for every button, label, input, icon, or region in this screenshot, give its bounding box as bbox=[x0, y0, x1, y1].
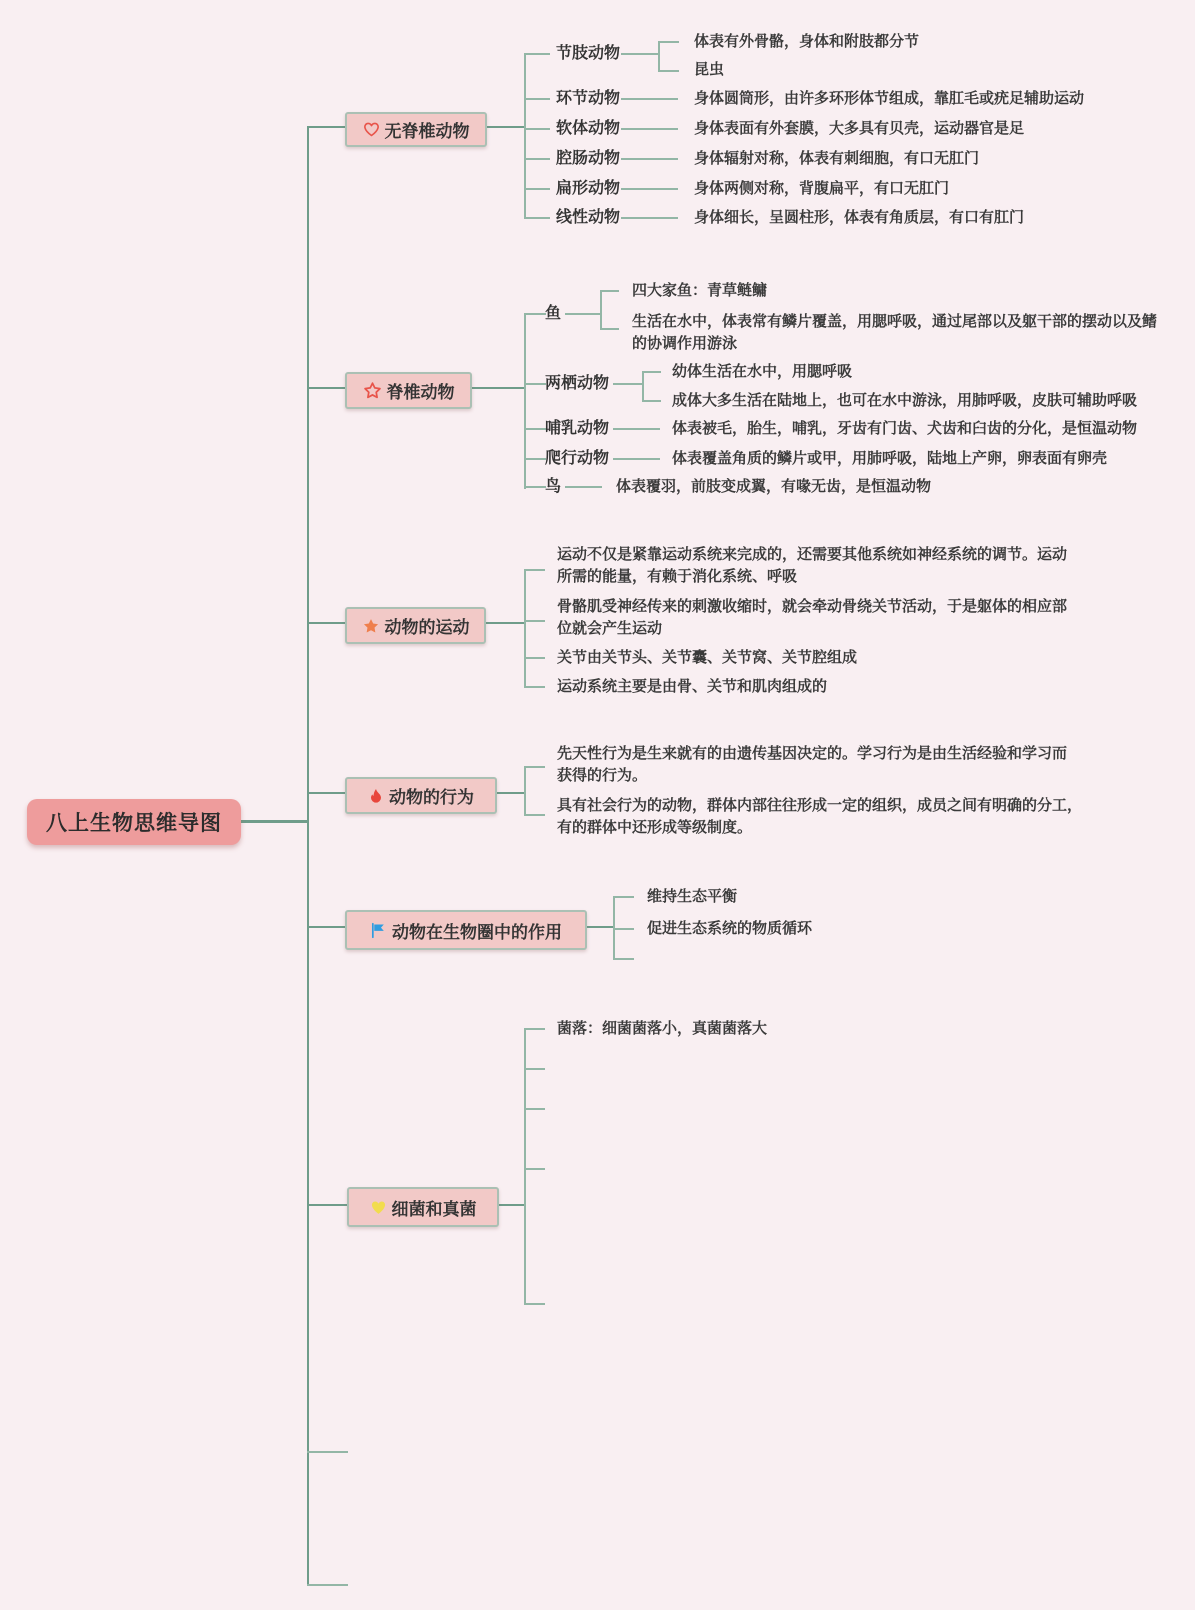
branch-connector bbox=[307, 1204, 347, 1206]
leaf-connector bbox=[658, 41, 679, 43]
leaf-bracket-line bbox=[642, 371, 644, 402]
leaf-connector bbox=[613, 428, 660, 430]
empty-branch-stub bbox=[307, 1584, 348, 1586]
flag-icon bbox=[370, 922, 387, 939]
leaf-connector bbox=[658, 70, 679, 72]
leaf-text[interactable]: 关节由关节头、关节囊、关节窝、关节腔组成 bbox=[557, 649, 858, 666]
leaf-text[interactable]: 身体表面有外套膜，大多具有贝壳，运动器官是足 bbox=[694, 120, 1025, 137]
star-filled-icon bbox=[362, 617, 380, 635]
leaf-connector bbox=[642, 371, 661, 373]
leaf-connector bbox=[600, 290, 619, 292]
leaf-connector bbox=[621, 217, 678, 219]
child-connector bbox=[524, 486, 546, 488]
branch-connector bbox=[307, 622, 345, 624]
child-spine-line bbox=[524, 53, 526, 219]
child-connector bbox=[524, 158, 550, 160]
leaf-connector bbox=[621, 158, 678, 160]
child-node-label[interactable]: 爬行动物 bbox=[545, 450, 610, 467]
leaf-text[interactable]: 身体两侧对称，背腹扁平，有口无肛门 bbox=[694, 180, 950, 197]
leaf-connector bbox=[621, 128, 678, 130]
leaf-connector bbox=[621, 53, 659, 55]
leaf-text[interactable]: 身体辐射对称，体表有刺细胞，有口无肛门 bbox=[694, 150, 980, 167]
branch-node-animal-behavior[interactable] bbox=[345, 777, 497, 814]
child-node-label[interactable]: 扁形动物 bbox=[556, 180, 621, 197]
leaf-connector bbox=[642, 400, 661, 402]
branch-node-role-in-biosphere[interactable] bbox=[345, 910, 587, 950]
child-connector bbox=[524, 128, 550, 130]
branch-label: 无脊椎动物 bbox=[384, 122, 470, 141]
child-connector bbox=[524, 428, 546, 430]
leaf-text[interactable]: 菌落：细菌菌落小，真菌菌落大 bbox=[557, 1020, 768, 1037]
child-node-label[interactable]: 软体动物 bbox=[556, 120, 621, 137]
empty-branch-stub bbox=[524, 1303, 545, 1305]
child-connector bbox=[524, 686, 545, 688]
branch-node-vertebrates[interactable] bbox=[345, 372, 472, 409]
leaf-text[interactable]: 体表有外骨骼，身体和附肢都分节 bbox=[694, 33, 920, 50]
root-label: 八上生物思维导图 bbox=[46, 812, 222, 835]
empty-branch-stub bbox=[307, 1451, 348, 1453]
leaf-connector bbox=[621, 188, 678, 190]
branch-label: 动物的运动 bbox=[384, 618, 470, 637]
flame-icon bbox=[368, 787, 384, 805]
child-spine-line bbox=[524, 766, 526, 816]
child-connector bbox=[524, 383, 546, 385]
leaf-text[interactable]: 幼体生活在水中，用腮呼吸 bbox=[672, 363, 853, 380]
root-node[interactable] bbox=[27, 799, 241, 845]
branch-connector bbox=[307, 926, 345, 928]
leaf-text[interactable]: 先天性行为是生来就有的由遗传基因决定的。学习行为是由生活经验和学习而获得的行为。 bbox=[557, 745, 1068, 784]
leaf-text[interactable]: 运动系统主要是由骨、关节和肌肉组成的 bbox=[557, 678, 828, 695]
branch-label: 脊椎动物 bbox=[386, 383, 455, 402]
leaf-text[interactable]: 身体细长，呈圆柱形，体表有角质层，有口有肛门 bbox=[694, 209, 1025, 226]
leaf-text[interactable]: 骨骼肌受神经传来的刺激收缩时，就会牵动骨绕关节活动，于是躯体的相应部位就会产生运动 bbox=[557, 598, 1068, 637]
leaf-text[interactable]: 身体圆筒形，由许多环形体节组成，靠肛毛或疣足辅助运动 bbox=[694, 90, 1085, 107]
child-connector bbox=[613, 928, 634, 930]
leaf-bracket-line bbox=[658, 41, 660, 72]
leaf-text[interactable]: 体表覆盖角质的鳞片或甲，用肺呼吸，陆地上产卵，卵表面有卵壳 bbox=[672, 450, 1108, 467]
leaf-text[interactable]: 维持生态平衡 bbox=[647, 888, 738, 905]
empty-branch-stub bbox=[524, 1068, 545, 1070]
leaf-connector bbox=[621, 98, 678, 100]
branch-connector bbox=[481, 622, 525, 624]
branch-connector bbox=[307, 792, 345, 794]
leaf-text[interactable]: 四大家鱼：青草鲢鳙 bbox=[632, 282, 768, 299]
leaf-bracket-line bbox=[600, 290, 602, 330]
child-spine-line bbox=[524, 313, 526, 489]
child-connector bbox=[524, 98, 550, 100]
root-connector-line bbox=[241, 820, 309, 823]
leaf-text[interactable]: 昆虫 bbox=[694, 61, 725, 78]
child-spine-line bbox=[524, 569, 526, 688]
leaf-connector bbox=[600, 328, 619, 330]
branch-label: 动物的行为 bbox=[389, 788, 474, 807]
leaf-text[interactable]: 促进生态系统的物质循环 bbox=[647, 920, 813, 937]
star-outline-icon bbox=[363, 381, 382, 400]
child-connector bbox=[524, 188, 550, 190]
branch-connector bbox=[468, 387, 525, 389]
empty-branch-stub bbox=[613, 958, 634, 960]
child-node-label[interactable]: 鱼 bbox=[545, 305, 562, 322]
child-node-label[interactable]: 环节动物 bbox=[556, 90, 621, 107]
branch-node-animal-movement[interactable] bbox=[345, 607, 486, 644]
branch-node-bacteria-fungi[interactable] bbox=[347, 1187, 499, 1227]
child-node-label[interactable]: 哺乳动物 bbox=[545, 420, 610, 437]
leaf-text[interactable]: 运动不仅是紧靠运动系统来完成的，还需要其他系统如神经系统的调节。运动所需的能量，有赖于消化系统、呼吸 bbox=[557, 546, 1068, 585]
child-node-label[interactable]: 节肢动物 bbox=[556, 45, 621, 62]
leaf-text[interactable]: 体表被毛，胎生，哺乳，牙齿有门齿、犬齿和臼齿的分化，是恒温动物 bbox=[672, 420, 1138, 437]
leaf-connector bbox=[613, 383, 644, 385]
child-connector bbox=[524, 1028, 545, 1030]
yellow-heart-icon bbox=[370, 1199, 387, 1216]
branch-node-invertebrates[interactable] bbox=[345, 112, 487, 147]
child-connector bbox=[524, 620, 545, 622]
child-connector bbox=[613, 896, 634, 898]
child-connector bbox=[524, 766, 545, 768]
child-connector bbox=[524, 53, 550, 55]
child-connector bbox=[524, 217, 550, 219]
leaf-connector bbox=[565, 486, 602, 488]
child-connector bbox=[524, 657, 545, 659]
branch-label: 细菌和真菌 bbox=[391, 1199, 477, 1219]
branch-connector bbox=[307, 126, 345, 128]
branch-connector bbox=[483, 126, 524, 128]
branch-label: 动物在生物圈中的作用 bbox=[392, 922, 562, 942]
child-connector bbox=[524, 814, 545, 816]
heart-outline-icon bbox=[363, 121, 380, 138]
leaf-text[interactable]: 体表覆羽，前肢变成翼，有喙无齿，是恒温动物 bbox=[616, 478, 932, 495]
leaf-text[interactable]: 成体大多生活在陆地上，也可在水中游泳，用肺呼吸，皮肤可辅助呼吸 bbox=[672, 392, 1138, 409]
empty-branch-stub bbox=[524, 1108, 545, 1110]
leaf-text[interactable]: 具有社会行为的动物，群体内部往往形成一定的组织，成员之间有明确的分工，有的群体中还形成等级制度。 bbox=[557, 797, 1083, 836]
child-connector bbox=[524, 569, 545, 571]
main-spine-line bbox=[307, 126, 309, 1586]
child-node-label[interactable]: 线性动物 bbox=[556, 209, 621, 226]
child-connector bbox=[524, 458, 546, 460]
child-node-label[interactable]: 腔肠动物 bbox=[556, 150, 621, 167]
child-node-label[interactable]: 鸟 bbox=[545, 478, 562, 495]
child-node-label[interactable]: 两栖动物 bbox=[545, 375, 610, 392]
branch-connector bbox=[307, 387, 345, 389]
child-connector bbox=[524, 313, 546, 315]
leaf-connector bbox=[613, 458, 660, 460]
leaf-text[interactable]: 生活在水中，体表常有鳞片覆盖，用腮呼吸，通过尾部以及躯干部的摆动以及鳍的协调作用游泳 bbox=[632, 313, 1158, 352]
empty-branch-stub bbox=[524, 1168, 545, 1170]
leaf-connector bbox=[565, 313, 602, 315]
